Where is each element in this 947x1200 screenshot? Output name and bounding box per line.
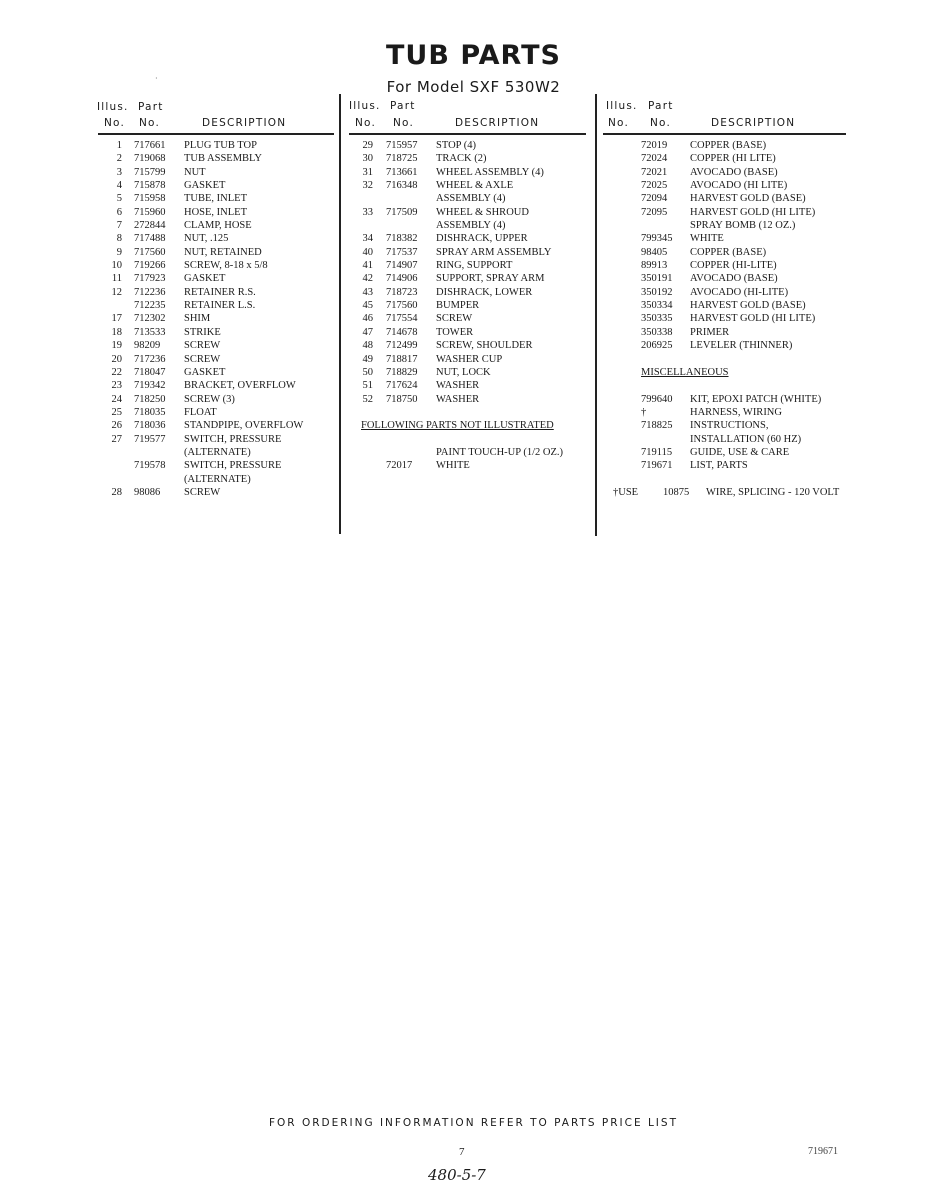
section-heading: MISCELLANEOUS — [641, 366, 729, 378]
illus-number: 26 — [111, 420, 122, 432]
col1-parts-list — [98, 139, 338, 499]
list-item — [349, 353, 589, 366]
part-number: 799640 — [641, 393, 673, 405]
part-number: 72095 — [641, 206, 668, 218]
part-number: 714907 — [386, 260, 418, 272]
list-item — [349, 259, 589, 272]
part-description: INSTALLATION (60 HZ) — [690, 433, 802, 445]
part-number: 718036 — [134, 420, 166, 432]
part-number: 718750 — [386, 393, 418, 405]
list-item — [603, 192, 853, 205]
list-item — [603, 419, 853, 432]
part-number: 714906 — [386, 273, 418, 285]
illus-number: 10 — [111, 260, 122, 272]
part-number: 719068 — [134, 153, 166, 165]
list-item — [603, 312, 853, 325]
part-description: HARVEST GOLD (HI LITE) — [690, 206, 816, 218]
part-number: 206925 — [641, 340, 673, 352]
part-number: 717554 — [386, 313, 418, 325]
list-item — [349, 312, 589, 325]
part-number: 72019 — [641, 140, 668, 151]
part-description: CLAMP, HOSE — [184, 220, 252, 232]
list-item — [603, 232, 853, 245]
part-description: GASKET — [184, 273, 226, 285]
part-description: (ALTERNATE) — [184, 446, 251, 458]
col3-part-no-label: No. — [650, 117, 672, 129]
list-item — [603, 379, 853, 392]
part-description: SUPPORT, SPRAY ARM — [436, 273, 545, 285]
col1-header-rule — [98, 133, 334, 135]
part-number: 718047 — [134, 366, 166, 378]
part-number: 717560 — [386, 300, 418, 312]
part-number: 718725 — [386, 153, 418, 165]
list-item — [98, 219, 338, 232]
part-number: 717661 — [134, 140, 166, 151]
list-item — [349, 192, 589, 205]
list-item — [98, 353, 338, 366]
illus-number: 12 — [111, 286, 122, 298]
list-item — [603, 206, 853, 219]
illus-number: 11 — [111, 273, 122, 285]
part-description: NUT, .125 — [184, 233, 229, 245]
part-description: NUT — [184, 166, 206, 178]
list-item — [603, 179, 853, 192]
part-number: 719115 — [641, 446, 673, 458]
list-item — [603, 166, 853, 179]
list-item — [349, 433, 589, 446]
part-description: SPRAY ARM ASSEMBLY — [436, 246, 552, 258]
part-description: (ALTERNATE) — [184, 473, 251, 485]
illus-number: 4 — [116, 180, 122, 192]
page-number: 7 — [459, 1146, 465, 1158]
part-description: DISHRACK, LOWER — [436, 286, 533, 298]
part-number: 72024 — [641, 153, 668, 165]
illus-number: 32 — [362, 180, 373, 192]
part-description: HARVEST GOLD (HI LITE) — [690, 313, 816, 325]
part-description: COPPER (BASE) — [690, 246, 767, 258]
list-item — [603, 393, 853, 406]
part-number: 350338 — [641, 326, 673, 338]
part-number: 719342 — [134, 380, 166, 392]
part-description: BUMPER — [436, 300, 480, 312]
list-item — [98, 326, 338, 339]
col3-illus-label: Illus. — [606, 100, 638, 112]
part-number: 350335 — [641, 313, 673, 325]
illus-number: 1 — [116, 140, 122, 151]
part-number: 715957 — [386, 140, 418, 151]
part-description: SCREW — [184, 340, 221, 352]
illus-number: 33 — [362, 206, 373, 218]
illus-number: 29 — [362, 140, 373, 151]
list-item — [349, 299, 589, 312]
illus-number: 18 — [111, 326, 122, 338]
part-number: 717923 — [134, 273, 166, 285]
col2-parts-list — [349, 139, 589, 473]
part-description: ASSEMBLY (4) — [436, 220, 506, 232]
illus-number: 20 — [111, 353, 122, 365]
part-description: NUT, LOCK — [436, 366, 491, 378]
part-number: 716348 — [386, 180, 418, 192]
part-number: 717560 — [134, 246, 166, 258]
part-number: 350334 — [641, 300, 673, 312]
part-number: 72025 — [641, 180, 668, 192]
column-divider-left — [339, 94, 341, 534]
part-description: HOSE, INLET — [184, 206, 247, 218]
list-item — [98, 446, 338, 459]
list-item — [349, 246, 589, 259]
illus-number: 24 — [111, 393, 122, 405]
illus-number: 41 — [362, 260, 373, 272]
illus-number: 47 — [362, 326, 373, 338]
list-item — [98, 473, 338, 486]
illus-number: 8 — [116, 233, 122, 245]
list-item — [98, 433, 338, 446]
part-description: KIT, EPOXI PATCH (WHITE) — [690, 393, 822, 405]
part-number: 72021 — [641, 166, 668, 178]
part-description: WHEEL ASSEMBLY (4) — [436, 166, 544, 178]
illus-number: 30 — [362, 153, 373, 165]
list-item — [603, 272, 853, 285]
list-item — [349, 139, 589, 152]
illus-number: 5 — [116, 193, 122, 205]
list-item — [349, 232, 589, 245]
part-description: WASHER CUP — [436, 353, 503, 365]
list-item — [98, 246, 338, 259]
list-item — [98, 232, 338, 245]
part-description: WASHER — [436, 393, 480, 405]
part-number: 718723 — [386, 286, 418, 298]
part-description: AVOCADO (HI-LITE) — [690, 286, 789, 298]
part-description: FLOAT — [184, 406, 217, 418]
list-item — [98, 339, 338, 352]
part-description: RING, SUPPORT — [436, 260, 513, 272]
model-subtitle: For Model SXF 530W2 — [386, 78, 561, 96]
part-number: 717236 — [134, 353, 166, 365]
part-description: TOWER — [436, 326, 474, 338]
part-description: SCREW — [184, 353, 221, 365]
illus-number: 51 — [362, 380, 373, 392]
list-item — [603, 219, 853, 232]
col1-part-label: Part — [138, 101, 164, 113]
part-description: WHITE — [436, 460, 470, 472]
scan-speck: · — [155, 74, 158, 83]
col2-part-no-label: No. — [393, 117, 415, 129]
list-item — [349, 459, 589, 472]
part-number: 98086 — [134, 486, 161, 498]
part-number: 713533 — [134, 326, 166, 338]
part-description: HARVEST GOLD (BASE) — [690, 193, 806, 205]
illus-number: 34 — [362, 233, 373, 245]
illus-number: 45 — [362, 300, 373, 312]
list-item — [349, 446, 589, 459]
part-description: PAINT TOUCH-UP (1/2 OZ.) — [436, 446, 563, 458]
part-number: † — [641, 406, 647, 418]
part-description: AVOCADO (BASE) — [690, 166, 778, 178]
illus-number: 3 — [116, 166, 122, 178]
part-description: TRACK (2) — [436, 153, 487, 165]
part-number: 98209 — [134, 340, 161, 352]
list-item — [349, 272, 589, 285]
part-number: 715799 — [134, 166, 166, 178]
illus-number: 2 — [116, 153, 122, 165]
col2-description-label: DESCRIPTION — [455, 117, 540, 129]
list-item — [98, 272, 338, 285]
list-item — [349, 379, 589, 392]
illus-number: 49 — [362, 353, 373, 365]
part-number: 712499 — [386, 340, 418, 352]
col1-part-no-label: No. — [139, 117, 161, 129]
part-description: COPPER (HI-LITE) — [690, 260, 777, 272]
list-item — [349, 419, 589, 432]
part-number: 719577 — [134, 433, 166, 445]
list-item — [603, 286, 853, 299]
part-number: 714678 — [386, 326, 418, 338]
list-item — [603, 473, 853, 486]
page-title: TUB PARTS — [386, 40, 561, 71]
list-item — [349, 179, 589, 192]
part-description: STOP (4) — [436, 140, 476, 151]
list-item — [349, 326, 589, 339]
col3-part-label: Part — [648, 100, 674, 112]
section-heading: FOLLOWING PARTS NOT ILLUSTRATED — [361, 420, 554, 432]
part-description: GUIDE, USE & CARE — [690, 446, 790, 458]
list-item — [603, 366, 853, 379]
part-number: 799345 — [641, 233, 673, 245]
illus-number: 43 — [362, 286, 373, 298]
document-number: 719671 — [808, 1146, 838, 1157]
illus-number: 31 — [362, 166, 373, 178]
part-number: 350192 — [641, 286, 673, 298]
col2-part-label: Part — [390, 100, 416, 112]
part-number: 98405 — [641, 246, 668, 258]
part-description: HARVEST GOLD (BASE) — [690, 300, 806, 312]
part-description: STRIKE — [184, 326, 221, 338]
list-item — [349, 339, 589, 352]
part-number: 72094 — [641, 193, 668, 205]
list-item — [98, 259, 338, 272]
illus-number: 40 — [362, 246, 373, 258]
part-number: 350191 — [641, 273, 673, 285]
illus-number: †USE — [613, 486, 639, 498]
part-description: GASKET — [184, 366, 226, 378]
part-number: 712236 — [134, 286, 166, 298]
part-number: 715958 — [134, 193, 166, 205]
part-description: WHITE — [690, 233, 724, 245]
part-description: SHIM — [184, 313, 211, 325]
illus-number: 17 — [111, 313, 122, 325]
part-number: 718035 — [134, 406, 166, 418]
part-description: PRIMER — [690, 326, 730, 338]
illus-number: 48 — [362, 340, 373, 352]
part-description: SWITCH, PRESSURE — [184, 433, 282, 445]
list-item — [603, 406, 853, 419]
list-item — [349, 406, 589, 419]
list-item — [98, 192, 338, 205]
part-number: 712302 — [134, 313, 166, 325]
list-item — [603, 459, 853, 472]
part-description: SWITCH, PRESSURE — [184, 460, 282, 472]
illus-number: 50 — [362, 366, 373, 378]
part-description: COPPER (HI LITE) — [690, 153, 776, 165]
list-item — [603, 259, 853, 272]
part-description: COPPER (BASE) — [690, 140, 767, 151]
part-description: NUT, RETAINED — [184, 246, 262, 258]
list-item — [349, 286, 589, 299]
part-description: HARNESS, WIRING — [690, 406, 782, 418]
list-item — [349, 219, 589, 232]
list-item — [349, 366, 589, 379]
list-item — [349, 206, 589, 219]
part-number: 718817 — [386, 353, 418, 365]
list-item — [98, 299, 338, 312]
part-description: BRACKET, OVERFLOW — [184, 380, 296, 392]
part-number: 272844 — [134, 220, 166, 232]
part-description: WHEEL & AXLE — [436, 180, 514, 192]
illus-number: 22 — [111, 366, 122, 378]
part-number: 718250 — [134, 393, 166, 405]
list-item — [98, 139, 338, 152]
list-item — [603, 433, 853, 446]
part-description: SPRAY BOMB (12 OZ.) — [690, 220, 796, 232]
part-description: SCREW, SHOULDER — [436, 340, 533, 352]
list-item — [603, 339, 853, 352]
part-description: TUBE, INLET — [184, 193, 247, 205]
part-number: 72017 — [386, 460, 413, 472]
ordering-information: FOR ORDERING INFORMATION REFER TO PARTS PRICE LIST — [269, 1117, 678, 1129]
list-item — [98, 286, 338, 299]
part-number: 717624 — [386, 380, 418, 392]
part-description: LIST, PARTS — [690, 460, 748, 472]
list-item — [98, 393, 338, 406]
part-description: STANDPIPE, OVERFLOW — [184, 420, 304, 432]
handwritten-note: 480-5-7 — [428, 1166, 486, 1184]
part-number: 10875 — [663, 486, 690, 498]
list-item — [98, 406, 338, 419]
part-number: 717509 — [386, 206, 418, 218]
part-description: RETAINER R.S. — [184, 286, 256, 298]
list-item — [98, 379, 338, 392]
part-description: AVOCADO (BASE) — [690, 273, 778, 285]
illus-number: 42 — [362, 273, 373, 285]
list-item — [349, 152, 589, 165]
illus-number: 6 — [116, 206, 122, 218]
col1-illus-no-label: No. — [104, 117, 126, 129]
col1-description-label: DESCRIPTION — [202, 117, 287, 129]
list-item — [98, 486, 338, 499]
illus-number: 25 — [111, 406, 122, 418]
list-item — [98, 206, 338, 219]
part-description: WIRE, SPLICING - 120 VOLT — [706, 486, 840, 498]
part-description: TUB ASSEMBLY — [184, 153, 263, 165]
list-item — [603, 353, 853, 366]
part-description: DISHRACK, UPPER — [436, 233, 528, 245]
part-number: 712235 — [134, 300, 166, 312]
illus-number: 19 — [111, 340, 122, 352]
part-number: 713661 — [386, 166, 418, 178]
illus-number: 28 — [111, 486, 122, 498]
part-description: LEVELER (THINNER) — [690, 340, 793, 352]
list-item — [98, 459, 338, 472]
list-item — [603, 299, 853, 312]
column-divider-right — [595, 94, 597, 536]
illus-number: 27 — [111, 433, 122, 445]
list-item — [349, 166, 589, 179]
list-item — [98, 166, 338, 179]
col2-illus-label: Illus. — [349, 100, 381, 112]
part-description: RETAINER L.S. — [184, 300, 256, 312]
col3-description-label: DESCRIPTION — [711, 117, 796, 129]
part-description: ASSEMBLY (4) — [436, 193, 506, 205]
part-number: 719671 — [641, 460, 673, 472]
part-number: 719266 — [134, 260, 166, 272]
part-number: 719578 — [134, 460, 166, 472]
list-item — [98, 179, 338, 192]
part-number: 718825 — [641, 420, 673, 432]
list-item — [603, 446, 853, 459]
part-description: GASKET — [184, 180, 226, 192]
part-number: 715960 — [134, 206, 166, 218]
part-description: INSTRUCTIONS, — [690, 420, 769, 432]
col1-illus-label: Illus. — [97, 101, 129, 113]
illus-number: 7 — [116, 220, 122, 232]
list-item — [603, 246, 853, 259]
part-description: WASHER — [436, 380, 480, 392]
illus-number: 23 — [111, 380, 122, 392]
col2-illus-no-label: No. — [355, 117, 377, 129]
part-description: WHEEL & SHROUD — [436, 206, 529, 218]
col3-header-rule — [603, 133, 846, 135]
list-item — [98, 312, 338, 325]
col3-illus-no-label: No. — [608, 117, 630, 129]
list-item — [603, 486, 853, 499]
part-description: SCREW, 8-18 x 5/8 — [184, 260, 268, 272]
list-item — [98, 366, 338, 379]
list-item — [603, 152, 853, 165]
part-number: 718829 — [386, 366, 418, 378]
part-number: 89913 — [641, 260, 668, 272]
part-description: SCREW (3) — [184, 393, 235, 405]
list-item — [349, 393, 589, 406]
part-description: SCREW — [436, 313, 473, 325]
illus-number: 46 — [362, 313, 373, 325]
illus-number: 9 — [116, 246, 122, 258]
illus-number: 52 — [362, 393, 373, 405]
part-number: 715878 — [134, 180, 166, 192]
part-number: 717537 — [386, 246, 418, 258]
col2-header-rule — [349, 133, 586, 135]
part-description: AVOCADO (HI LITE) — [690, 180, 788, 192]
part-description: PLUG TUB TOP — [184, 140, 257, 151]
list-item — [603, 326, 853, 339]
col3-parts-list — [603, 139, 853, 499]
list-item — [98, 419, 338, 432]
list-item — [98, 152, 338, 165]
part-description: SCREW — [184, 486, 221, 498]
part-number: 717488 — [134, 233, 166, 245]
part-number: 718382 — [386, 233, 418, 245]
list-item — [603, 139, 853, 152]
